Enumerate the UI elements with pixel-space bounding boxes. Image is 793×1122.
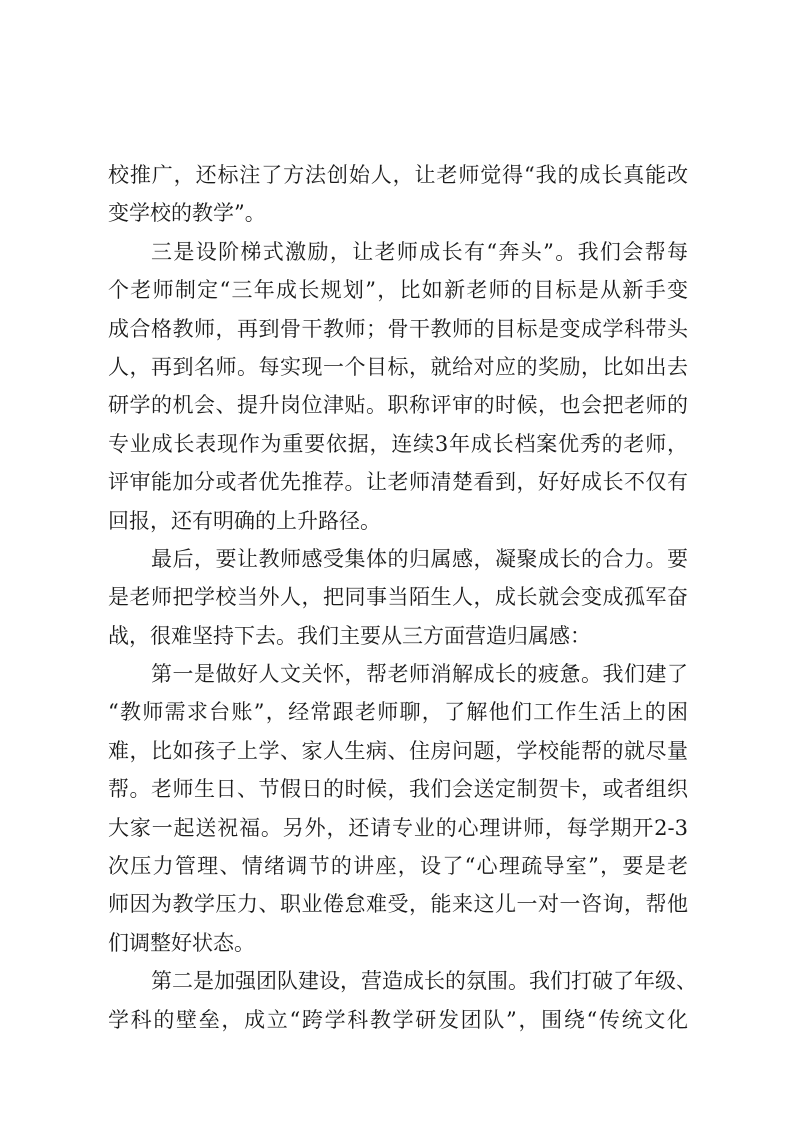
text-line: 变学校的教学”。	[108, 201, 266, 226]
text-line: 第二是加强团队建设，营造成长的氛围。我们打破了年级、	[151, 969, 697, 994]
text-line: 三是设阶梯式激励，让老师成长有“奔头”。我们会帮每	[151, 239, 688, 264]
paragraph	[108, 233, 688, 540]
paragraph	[108, 540, 688, 655]
text-line: “教师需求台账”，经常跟老师聊，了解他们工作生活上的困	[108, 700, 688, 725]
text-line: 个老师制定“三年成长规划”，比如新老师的目标是从新手变	[108, 278, 688, 303]
text-line: 师因为教学压力、职业倦怠难受，能来这儿一对一咨询，帮他	[108, 892, 688, 917]
text-line: 研学的机会、提升岗位津贴。职称评审的时候，也会把老师的	[108, 393, 688, 418]
text-line: 专业成长表现作为重要依据，连续3年成长档案优秀的老师，	[108, 431, 688, 456]
text-line: 回报，还有明确的上升路径。	[108, 508, 381, 533]
text-line: 最后，要让教师感受集体的归属感，凝聚成长的合力。要	[151, 546, 688, 571]
text-line: 战，很难坚持下去。我们主要从三方面营造归属感：	[108, 623, 591, 648]
text-line: 们调整好状态。	[108, 930, 255, 955]
text-line: 次压力管理、情绪调节的讲座，设了“心理疏导室”，要是老	[108, 854, 688, 879]
text-line: 大家一起送祝福。另外，还请专业的心理讲师，每学期开2-3	[108, 815, 688, 840]
paragraph	[108, 655, 688, 962]
document-body	[108, 156, 697, 1039]
text-line: 校推广，还标注了方法创始人，让老师觉得“我的成长真能改	[108, 163, 688, 187]
text-line: 帮。老师生日、节假日的时候，我们会送定制贺卡，或者组织	[108, 777, 688, 802]
text-line: 学科的壁垒，成立“跨学科教学研发团队”，围绕“传统文化	[108, 1007, 688, 1032]
text-line: 是老师把学校当外人，把同事当陌生人，成长就会变成孤军奋	[108, 585, 688, 610]
paragraph	[108, 962, 697, 1039]
paragraph	[108, 156, 688, 233]
text-line: 第一是做好人文关怀，帮老师消解成长的疲惫。我们建了	[151, 662, 688, 687]
text-line: 难，比如孩子上学、家人生病、住房问题，学校能帮的就尽量	[108, 738, 688, 763]
text-line: 成合格教师，再到骨干教师；骨干教师的目标是变成学科带头	[108, 316, 688, 341]
text-line: 评审能加分或者优先推荐。让老师清楚看到，好好成长不仅有	[108, 470, 688, 495]
text-line: 人，再到名师。每实现一个目标，就给对应的奖励，比如出去	[108, 354, 688, 379]
